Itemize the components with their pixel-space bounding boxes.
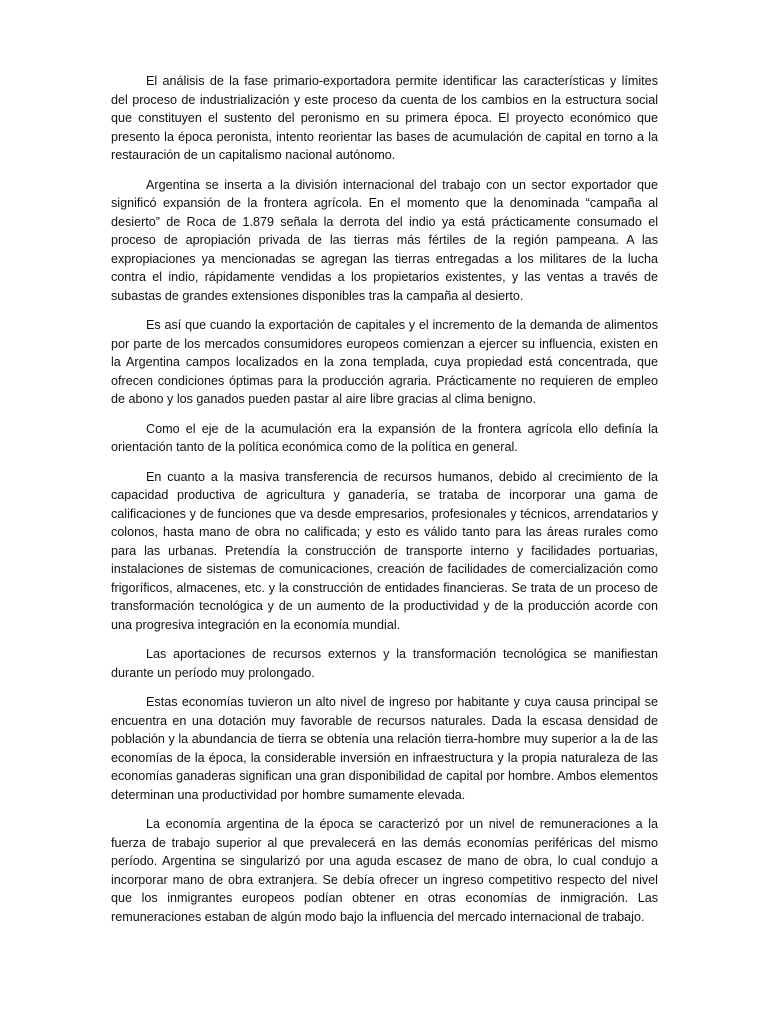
paragraph-3: Es así que cuando la exportación de capitales y el incremento de la demanda de alimentos por parte de los mercados consumidores europeos comienzan a ejercer su influencia, existen en la Argentina campos localizados en la zona templada, cuya propiedad está concentrada, que ofrecen condiciones óptimas para la producción agraria. Prácticamente no requieren de empleo de abono y los ganados pueden pastar al aire libre gracias al clima benigno. <box>111 318 658 406</box>
document-page <box>111 72 658 937</box>
paragraph-4: Como el eje de la acumulación era la expansión de la frontera agrícola ello definía la orientación tanto de la política económica como de la política en general. <box>111 421 658 454</box>
paragraph-7: Estas economías tuvieron un alto nivel de ingreso por habitante y cuya causa principal se encuentra en una dotación muy favorable de recursos naturales. Dada la escasa densidad de población y la abundancia de tierra se obtenía una relación tierra-hombre muy superior a la de las economías de la época, la considerable inversión en infraestructura y la propia naturaleza de las economías ganaderas significan una gran disponibilidad de capital por hombre. Ambos elementos determinan una productividad por hombre sumamente elevada. <box>111 695 658 802</box>
paragraph-2: Argentina se inserta a la división internacional del trabajo con un sector exportador que significó expansión de la frontera agrícola. En el momento que la denominada “campaña al desierto” de Roca de 1.879 señala la derrota del indio ya está prácticamente consumado el proceso de apropiación privada de las tierras más fértiles de la región pampeana. A las expropiaciones ya mencionadas se agregan las tierras entregadas a los militares de la lucha contra el indio, rápidamente vendidas a los propietarios existentes, y las ventas a través de subastas de grandes extensiones disponibles tras la campaña al desierto. <box>111 177 658 303</box>
paragraph-8: La economía argentina de la época se caracterizó por un nivel de remuneraciones a la fuerza de trabajo superior al que prevalecerá en las demás economías periféricas del mismo período. Argentina se singularizó por una aguda escasez de mano de obra, lo cual condujo a incorporar mano de obra extranjera. Se debía ofrecer un ingreso competitivo respecto del nivel que los inmigrantes europeos podían obtener en otras economías de inmigración. Las remuneraciones estaban de algún modo bajo la influencia del mercado internacional de trabajo. <box>111 817 658 924</box>
paragraph-6: Las aportaciones de recursos externos y la transformación tecnológica se manifiestan durante un período muy prolongado. <box>111 647 658 680</box>
paragraph-5: En cuanto a la masiva transferencia de recursos humanos, debido al crecimiento de la capacidad productiva de agricultura y ganadería, se trataba de incorporar una gama de calificaciones y de funciones que va desde empresarios, profesionales y técnicos, arrendatarios y colonos, hasta mano de obra no calificada; y esto es válido tanto para las áreas rurales como para las urbanas. Pretendía la construcción de transporte interno y facilidades portuarias, instalaciones de sistemas de comunicaciones, creación de facilidades de comercialización como frigoríficos, almacenes, etc. y la construcción de entidades financieras. Se trata de un proceso de transformación tecnológica y de un aumento de la productividad y de la producción acorde con una progresiva integración en la economía mundial. <box>111 469 658 632</box>
paragraph-1: El análisis de la fase primario-exportadora permite identificar las características y límites del proceso de industrialización y este proceso da cuenta de los cambios en la estructura social que constituyen el sustento del peronismo en su primera época. El proyecto económico que presento la época peronista, intento reorientar las bases de acumulación de capital en torno a la restauración de un capitalismo nacional autónomo. <box>111 74 658 162</box>
